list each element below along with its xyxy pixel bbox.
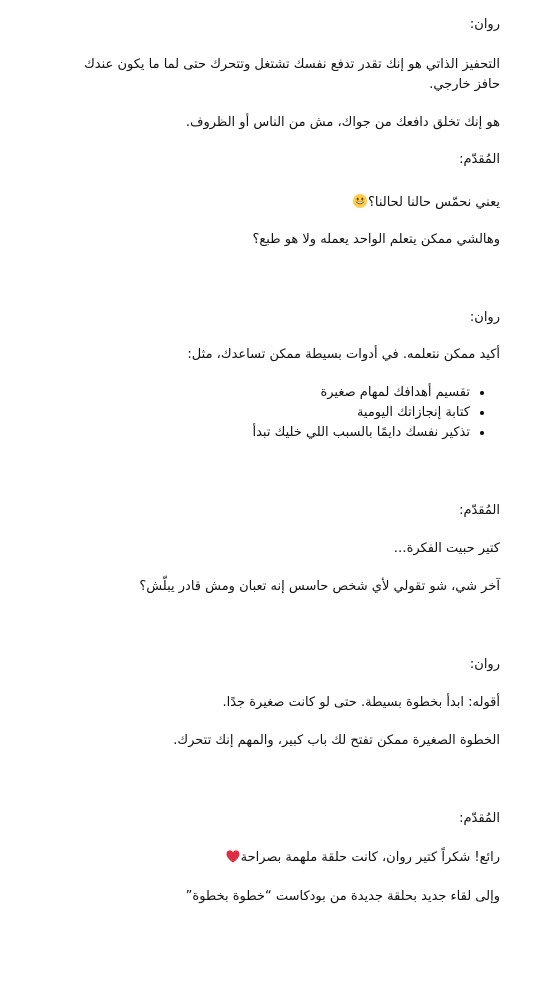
paragraph: هو إنك تخلق دافعك من جواك، مش من الناس أو الظروف.: [185, 115, 500, 130]
paragraph: وهالشي ممكن يتعلم الواحد يعمله ولا هو طبع؟: [252, 232, 500, 247]
list-item: • تقسيم أهدافك لمهام صغيرة: [80, 383, 470, 403]
list-item: • كتابة إنجازاتك اليومية: [80, 403, 470, 423]
list-item: • تذكير نفسك دايمًا بالسبب اللي خليك تبدأ: [80, 423, 470, 443]
red-heart-icon: [226, 850, 240, 863]
speaker-label: روان:: [469, 310, 500, 325]
paragraph-text: رائع! شكراً كتير روان، كانت حلقة ملهمة بصراحة: [240, 850, 500, 865]
grinning-face-icon: [353, 194, 367, 208]
speaker-label: المُقدّم:: [459, 503, 500, 518]
paragraph: الخطوة الصغيرة ممكن تفتح لك باب كبير، والمهم إنك تتحرك.: [173, 733, 500, 748]
speaker-label: روان:: [469, 657, 500, 672]
paragraph: كتير حبيت الفكرة…: [393, 541, 500, 556]
speaker-label: المُقدّم:: [459, 811, 500, 826]
bullet-list: [80, 383, 500, 443]
paragraph: [80, 848, 500, 868]
speaker-label: روان:: [469, 17, 500, 32]
paragraph-text: يعني نحمّس حالنا لحالنا؟: [367, 195, 500, 210]
paragraph: أقوله: ابدأ بخطوة بسيطة. حتى لو كانت صغيرة جدًا.: [222, 695, 500, 710]
paragraph: التحفيز الذاتي هو إنك تقدر تدفع نفسك تشتغل وتتحرك حتى لما ما يكون عندك حافز خارجي.: [84, 57, 500, 92]
paragraph: وإلى لقاء جديد بحلقة جديدة من بودكاست “خطوة بخطوة”: [185, 889, 500, 904]
speaker-label: المُقدّم:: [459, 152, 500, 167]
paragraph: أكيد ممكن نتعلمه. في أدوات بسيطة ممكن تساعدك، مثل:: [187, 347, 500, 362]
paragraph: [80, 193, 500, 213]
paragraph: آخر شي، شو تقولي لأي شخص حاسس إنه تعبان ومش قادر يبلّش؟: [139, 579, 500, 594]
